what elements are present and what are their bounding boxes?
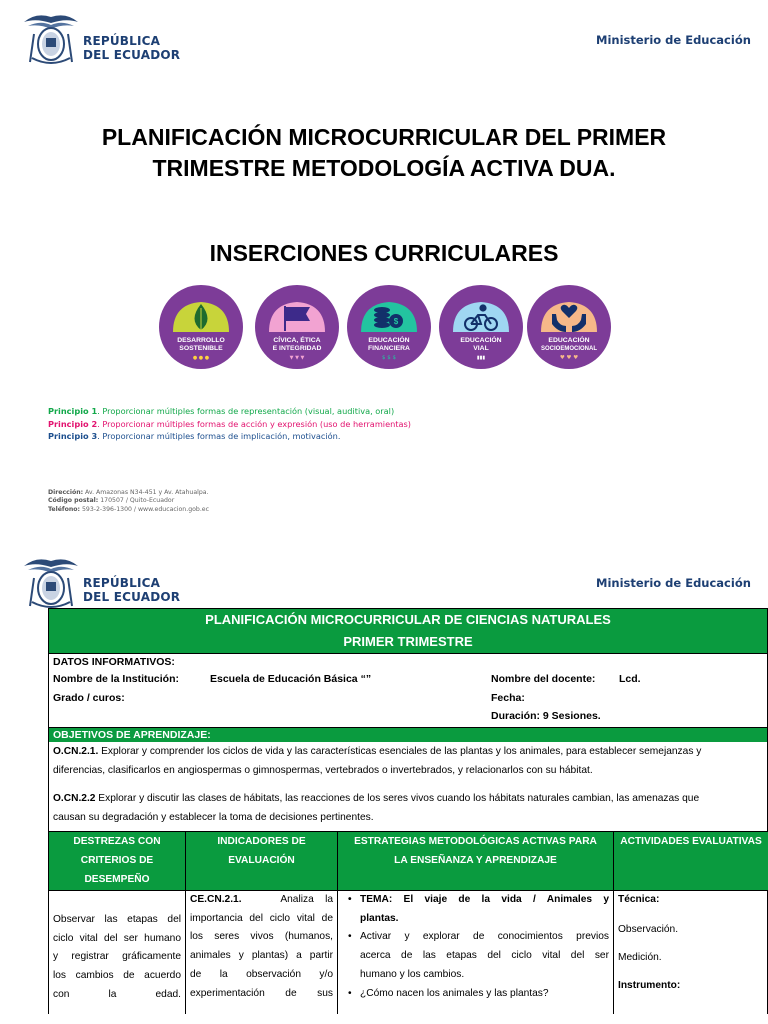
badge-5-line1: EDUCACIÓN <box>548 337 590 344</box>
objective-2 <box>48 780 768 831</box>
badge-civica-etica <box>254 284 340 370</box>
svg-text:$ $ $: $ $ $ <box>382 355 396 361</box>
principle-3-text: . Proporcionar múltiples formas de implicación, motivación. <box>97 431 341 441</box>
phone-label: Teléfono: <box>48 505 80 513</box>
brand-line1: REPÚBLICA <box>83 576 161 590</box>
destreza-line: Observar las etapas del <box>53 914 181 925</box>
col3-line1: ESTRATEGIAS METODOLÓGICAS ACTIVAS PARA <box>354 836 597 847</box>
badge-educacion-socioemocional <box>526 284 612 370</box>
docente-value: Lcd. <box>619 673 641 685</box>
col4-line1: ACTIVIDADES EVALUATIVAS <box>620 836 762 847</box>
destreza-line: con la edad. <box>53 988 181 1000</box>
objective-1-code: O.CN.2.1. <box>53 746 99 757</box>
principle-1-label: Principio 1 <box>48 406 98 416</box>
institucion-value: Escuela de Educación Básica “” <box>210 673 372 685</box>
activar-line3: humano y los cambios. <box>360 968 465 980</box>
tema-item <box>342 891 609 910</box>
duracion-label: Duración: 9 Sesiones. <box>491 710 601 722</box>
badge-3-line2: FINANCIERA <box>368 345 410 352</box>
column-header-actividades <box>614 832 768 890</box>
objective-2-code: O.CN.2.2 <box>53 793 96 804</box>
col2-line1: INDICADORES DE <box>217 836 306 847</box>
ministry-label: Ministerio de Educación <box>596 33 751 47</box>
principle-2 <box>48 418 411 431</box>
activar-line2: acerca de las etapas del ciclo vital del ser <box>360 950 609 962</box>
indicador-code: CE.CN.2.1. <box>190 894 242 905</box>
ministry-label: Ministerio de Educación <box>596 576 751 590</box>
docente-label: Nombre del docente: <box>491 673 596 685</box>
svg-text:♥ ♥ ♥: ♥ ♥ ♥ <box>559 355 579 361</box>
col2-line2: EVALUACIÓN <box>228 855 295 866</box>
svg-text:▮▮▮: ▮▮▮ <box>476 355 486 361</box>
page-title <box>40 122 728 184</box>
coat-of-arms-icon <box>20 552 82 614</box>
actividades-cell <box>614 890 768 1014</box>
column-header-destrezas <box>49 832 186 890</box>
badge-4-line2: VIAL <box>473 345 489 352</box>
info-section <box>48 653 768 727</box>
col3-line2: LA ENSEÑANZA Y APRENDIZAJE <box>394 855 557 866</box>
section-subtitle: INSERCIONES CURRICULARES <box>209 240 559 266</box>
brand-line1: REPÚBLICA <box>83 34 161 48</box>
badge-1-line2: SOSTENIBLE <box>179 345 223 352</box>
destreza-line: ciclo vital del ser humano <box>53 932 181 944</box>
indicador-cell <box>186 890 338 1014</box>
pregunta-text: ¿Cómo nacen los animales y las plantas? <box>360 987 549 999</box>
tecnica-label: Técnica: <box>618 894 660 905</box>
pregunta-item <box>342 985 609 1004</box>
indicador-line: los seres vivos (humanos, <box>190 931 333 943</box>
activar-item <box>342 928 609 947</box>
principle-1 <box>48 405 411 418</box>
title-line2: TRIMESTRE METODOLOGÍA ACTIVA DUA. <box>152 155 616 181</box>
planning-page <box>0 540 768 1024</box>
fecha-label: Fecha: <box>491 692 525 704</box>
badge-2-line1: CÍVICA, ÉTICA <box>273 337 321 344</box>
title-line1: PLANIFICACIÓN MICROCURRICULAR DEL PRIMER <box>101 124 667 150</box>
indicador-line: animales y plantas) a partir <box>190 950 333 962</box>
col1-line3: DESEMPEÑO <box>84 874 150 885</box>
planning-subtitle: PRIMER TRIMESTRE <box>343 634 473 649</box>
indicador-line: de la observación y/o <box>190 968 333 980</box>
brand-line2: DEL ECUADOR <box>83 48 181 62</box>
phone-value: 593-2-396-1300 / www.educacion.gob.ec <box>79 505 210 513</box>
planning-header <box>48 608 768 653</box>
objective-1-line2: diferencias, clasificarlos en angiospermas o gimnospermas, vertebrados o invertebrados, y relacionarlos con su hábitat. <box>53 765 593 776</box>
badge-1-line1: DESARROLLO <box>177 337 225 344</box>
objective-1-line1: Explorar y comprender los ciclos de vida y las características esenciales de las plantas y los animales, para establecer semejanzas y <box>98 746 702 757</box>
objetivos-header: OBJETIVOS DE APRENDIZAJE: <box>48 727 768 742</box>
page-separator <box>0 530 768 540</box>
badge-row <box>158 284 610 370</box>
col1-line2: CRITERIOS DE <box>80 855 154 866</box>
grado-label: Grado / curos: <box>53 692 125 704</box>
instrumento-label: Instrumento: <box>618 980 681 991</box>
badge-3-line1: EDUCACIÓN <box>368 337 410 344</box>
tema-line2: plantas. <box>360 912 399 924</box>
column-header-indicadores <box>186 832 338 890</box>
indicador-line: importancia del ciclo vital de <box>190 912 333 924</box>
coat-of-arms-icon <box>20 8 82 70</box>
destreza-line: y registrar gráficamente <box>53 951 181 963</box>
postal-value: 170507 / Quito-Ecuador <box>98 497 175 505</box>
tecnica-item: Observación. <box>618 924 679 935</box>
indicador-first: Analiza la <box>280 894 333 905</box>
address-value: Av. Amazonas N34-451 y Av. Atahualpa. <box>83 489 209 496</box>
badge-4-line1: EDUCACIÓN <box>460 337 502 344</box>
principle-2-label: Principio 2 <box>48 418 98 429</box>
address-label: Dirección: <box>48 489 84 496</box>
address-block <box>48 489 209 514</box>
objective-1 <box>48 742 768 780</box>
badge-desarrollo-sostenible <box>158 284 244 370</box>
planning-title: PLANIFICACIÓN MICROCURRICULAR DE CIENCIAS NATURALES <box>205 612 611 627</box>
principle-2-text: . Proporcionar múltiples formas de acción y expresión (uso de herramientas) <box>97 418 411 429</box>
svg-text:$: $ <box>393 317 399 326</box>
methodology-grid <box>48 831 768 1014</box>
planning-table <box>48 608 768 1014</box>
badge-educacion-vial <box>438 284 524 370</box>
badge-educacion-financiera <box>346 284 432 370</box>
principle-3-label: Principio 3 <box>48 431 98 441</box>
tema-line1: TEMA: El viaje de la vida / Animales y <box>360 894 609 905</box>
tecnica-item: Medición. <box>618 952 662 963</box>
brand-line2: DEL ECUADOR <box>83 590 181 604</box>
col1-line1: DESTREZAS CON <box>73 836 161 847</box>
activar-line1: Activar y explorar de conocimientos previos <box>360 931 609 943</box>
destreza-line: los cambios de acuerdo <box>53 970 181 982</box>
badge-2-line2: E INTEGRIDAD <box>272 345 322 352</box>
datos-label: DATOS INFORMATIVOS: <box>53 656 175 668</box>
objective-2-line1: Explorar y discutir las clases de hábitats, las reacciones de los seres vivos cuando los hábitats naturales cambian, las amenazas que <box>95 793 700 804</box>
badge-5-line2: SOCIOEMOCIONAL <box>540 346 598 352</box>
principle-3 <box>48 430 411 443</box>
indicador-line: experimentación de sus <box>190 987 333 999</box>
objective-2-line2: causan su degradación y establecer la toma de decisiones pertinentes. <box>53 812 374 823</box>
svg-text:▼ ▼ ▼: ▼ ▼ ▼ <box>289 355 305 361</box>
institucion-label: Nombre de la Institución: <box>53 673 180 685</box>
column-header-estrategias <box>338 832 614 890</box>
principle-1-text: . Proporcionar múltiples formas de representación (visual, auditiva, oral) <box>97 406 395 416</box>
svg-text:● ● ●: ● ● ● <box>192 355 210 361</box>
estrategia-cell <box>338 890 614 1014</box>
principles-list <box>48 405 411 443</box>
postal-label: Código postal: <box>48 497 99 505</box>
destreza-cell <box>49 890 186 1014</box>
